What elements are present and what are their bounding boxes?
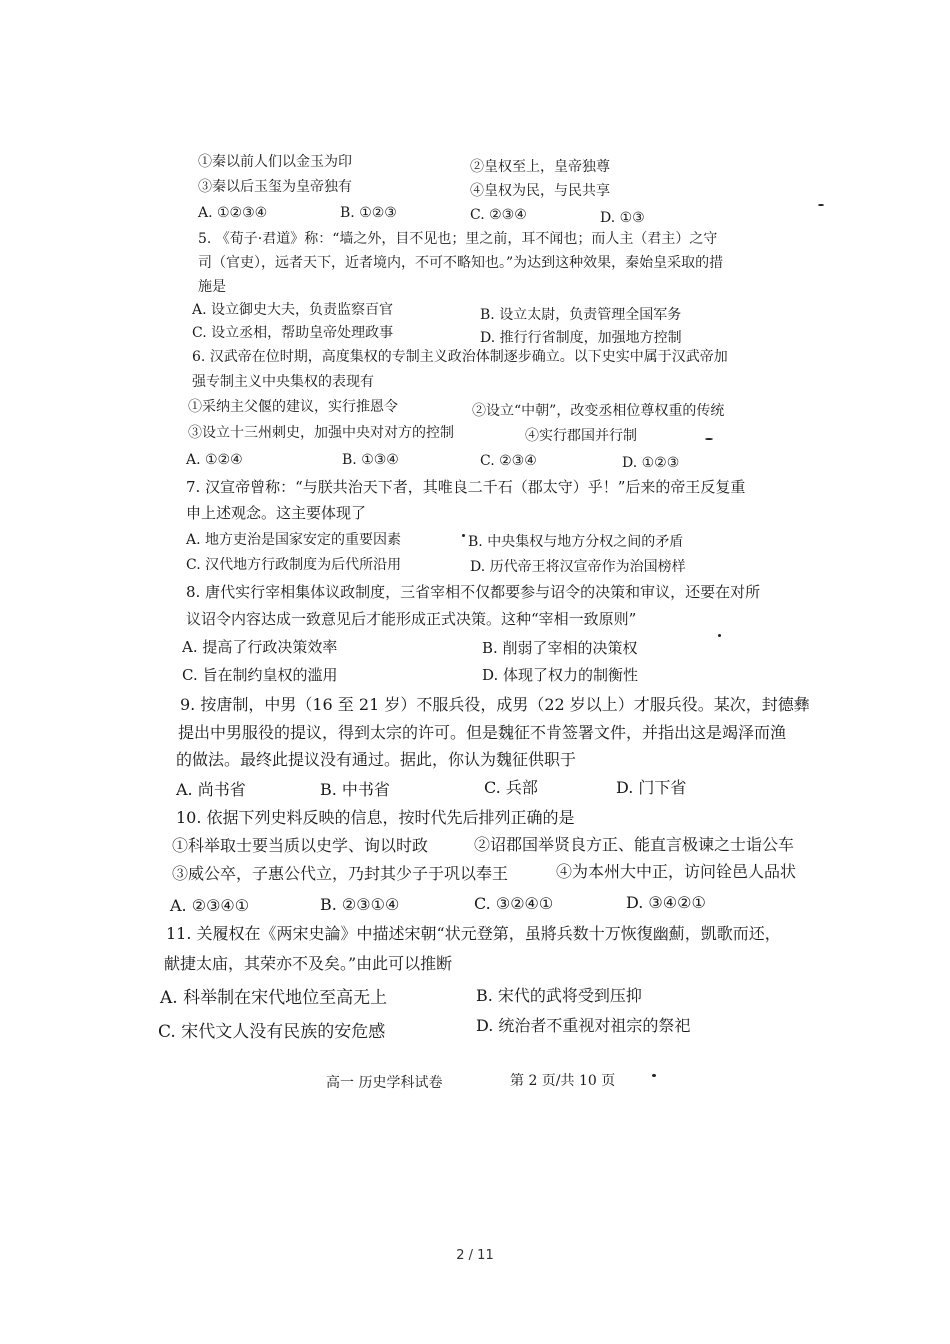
- choice-a: A. ①②③④: [198, 205, 268, 221]
- q6-choice-d: D. ①②③: [622, 455, 680, 471]
- q5-choice-b: B. 设立太尉，负责管理全国军务: [480, 307, 682, 323]
- q6-choice-c: C. ②③④: [480, 453, 537, 469]
- option-3: ③秦以后玉玺为皇帝独有: [198, 179, 352, 195]
- q10-stem: 10. 依据下列史料反映的信息，按时代先后排列正确的是: [176, 808, 575, 827]
- q8-stem-line2: 议诏令内容达成一致意见后才能形成正式决策。这种“宰相一致原则”: [186, 610, 637, 628]
- option-4: ④皇权为民，与民共享: [470, 183, 610, 199]
- q11-stem-line2: 献捷太庙，其荣亦不及矣。”由此可以推断: [164, 954, 453, 973]
- q9-choice-c: C. 兵部: [484, 778, 538, 797]
- scan-speck: [705, 438, 713, 440]
- q9-stem-line1: 9. 按唐制，中男（16 至 21 岁）不服兵役，成男（22 岁以上）才服兵役。某次，封德彝: [180, 695, 810, 714]
- scan-speck: [718, 634, 721, 637]
- q5-choice-c: C. 设立丞相，帮助皇帝处理政事: [192, 325, 394, 341]
- choice-c: C. ②③④: [470, 207, 527, 223]
- q9-choice-b: B. 中书省: [320, 780, 390, 799]
- q6-option-2: ②设立“中朝”，改变丞相位尊权重的传统: [472, 403, 725, 419]
- q10-choice-a: A. ②③④①: [170, 896, 250, 915]
- q6-choice-a: A. ①②④: [186, 452, 243, 468]
- q10-choice-c: C. ③②④①: [474, 894, 554, 913]
- q7-stem-line2: 申上述观念。这主要体现了: [186, 504, 367, 522]
- q8-choice-c: C. 旨在制约皇权的滥用: [182, 666, 338, 684]
- q11-choice-c: C. 宋代文人没有民族的安危感: [158, 1022, 386, 1042]
- q6-option-3: ③设立十三州刺史，加强中央对对方的控制: [188, 425, 454, 441]
- q8-choice-d: D. 体现了权力的制衡性: [482, 666, 639, 684]
- scan-speck: [652, 1074, 656, 1077]
- q11-stem-line1: 11. 关履权在《两宋史論》中描述宋朝“状元登第，虽將兵数十万恢復幽薊，凱歌而还，: [166, 924, 781, 943]
- scan-speck: [818, 204, 824, 206]
- q10-choice-b: B. ②③①④: [320, 895, 400, 914]
- q5-stem-line3: 施是: [198, 279, 226, 295]
- choice-b: B. ①②③: [340, 205, 397, 221]
- q6-stem-line2: 强专制主义中央集权的表现有: [192, 374, 374, 390]
- q7-choice-c: C. 汉代地方行政制度为后代所沿用: [186, 557, 402, 573]
- q6-option-4: ④实行郡国并行制: [525, 428, 637, 444]
- q8-choice-a: A. 提高了行政决策效率: [182, 638, 338, 656]
- q5-stem-line1: 5. 《荀子·君道》称：“墙之外，目不见也；里之前，耳不闻也；而人主（君主）之守: [198, 231, 718, 247]
- q7-choice-a: A. 地方吏治是国家安定的重要因素: [186, 532, 402, 548]
- choice-d: D. ①③: [600, 210, 645, 226]
- q5-choice-a: A. 设立御史大夫，负责监察百官: [192, 302, 394, 318]
- q9-choice-a: A. 尚书省: [176, 780, 246, 799]
- q10-option-3: ③威公卒，子惠公代立，乃封其少子于巩以奉王: [172, 864, 509, 883]
- q11-choice-a: A. 科举制在宋代地位至高无上: [160, 988, 388, 1008]
- q10-choice-d: D. ③④②①: [626, 893, 706, 912]
- q5-stem-line2: 司（官吏），远者天下，近者境内，不可不略知也。”为达到这种效果，秦始皇采取的措: [198, 255, 724, 271]
- q10-option-4: ④为本州大中正，访问铨邑人品状: [556, 862, 797, 881]
- footer-course: 高一 历史学科试卷: [326, 1075, 443, 1091]
- q10-option-1: ①科举取士要当质以史学、询以时政: [172, 836, 429, 855]
- q6-option-1: ①采纳主父偃的建议，实行推恩令: [188, 399, 398, 415]
- q11-choice-d: D. 统治者不重视对祖宗的祭祀: [476, 1016, 691, 1035]
- q9-choice-d: D. 门下省: [616, 778, 687, 797]
- q10-option-2: ②诏郡国举贤良方正、能直言极谏之士诣公车: [474, 835, 795, 854]
- q8-choice-b: B. 削弱了宰相的决策权: [482, 639, 638, 657]
- q11-choice-b: B. 宋代的武将受到压抑: [476, 986, 642, 1005]
- q7-choice-d: D. 历代帝王将汉宣帝作为治国榜样: [470, 559, 686, 575]
- q9-stem-line3: 的做法。最终此提议没有通过。据此，你认为魏征供职于: [176, 750, 577, 769]
- q9-stem-line2: 提出中男服役的提议，得到太宗的许可。但是魏征不肯签署文件，并指出这是竭泽而渔: [178, 723, 787, 742]
- q5-choice-d: D. 推行行省制度，加强地方控制: [480, 330, 682, 346]
- page-indicator: 2 / 11: [456, 1248, 494, 1263]
- option-2: ②皇权至上，皇帝独尊: [470, 159, 610, 175]
- q6-stem-line1: 6. 汉武帝在位时期，高度集权的专制主义政治体制逐步确立。以下史实中属于汉武帝加: [192, 349, 728, 365]
- q6-choice-b: B. ①③④: [342, 452, 399, 468]
- q8-stem-line1: 8. 唐代实行宰相集体议政制度，三省宰相不仅都要参与诏令的决策和审议，还要在对所: [186, 583, 761, 601]
- q7-stem-line1: 7. 汉宣帝曾称：“与朕共治天下者，其唯良二千石（郡太守）乎！”后来的帝王反复重: [186, 478, 746, 496]
- option-1: ①秦以前人们以金玉为印: [198, 154, 352, 170]
- scan-speck: [462, 534, 465, 537]
- q7-choice-b: B. 中央集权与地方分权之间的矛盾: [468, 534, 684, 550]
- footer-page-of: 第 2 页/共 10 页: [510, 1073, 616, 1089]
